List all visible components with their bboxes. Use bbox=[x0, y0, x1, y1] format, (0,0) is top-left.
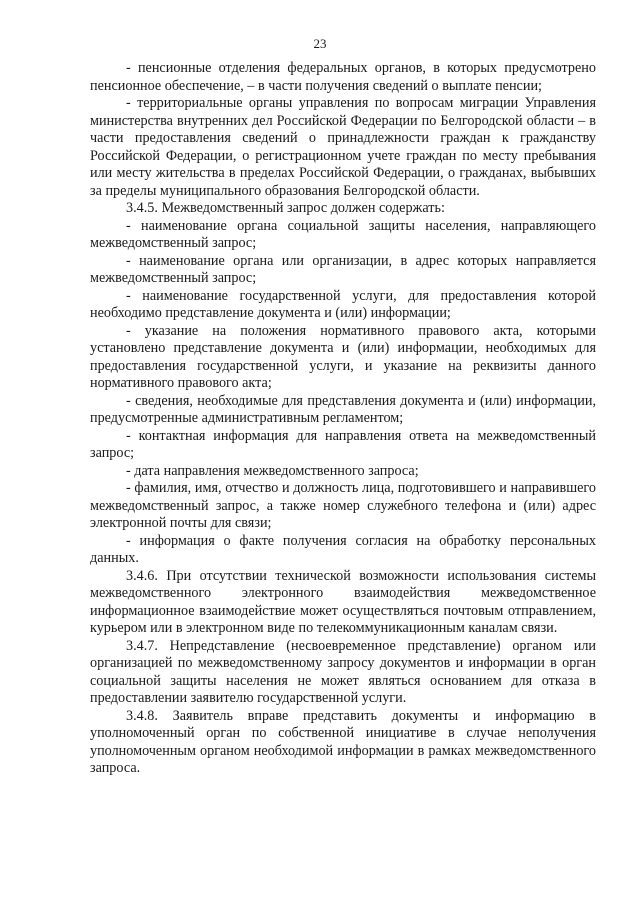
paragraph-3-4-5-heading: 3.4.5. Межведомственный запрос должен содержать: bbox=[126, 200, 445, 216]
list-item-requesting-body: - наименование органа социальной защиты населения, направляющего межведомственный запрос; bbox=[90, 217, 596, 251]
paragraph-3-4-7: 3.4.7. Непредставление (несвоевременное представление) органом или организацией по межведомственному запросу документов и информации в орган социальной защиты населения не может являться основанием для отказа в предоставлении заявителю государственной услуги. bbox=[90, 637, 596, 706]
list-item-consent: - информация о факте получения согласия на обработку персональных данных. bbox=[90, 532, 596, 566]
document-body bbox=[90, 60, 596, 778]
list-item-legal-act: - указание на положения нормативного правового акта, которыми установлено представление документа и (или) информации, необходимых для предоставления государственной услуги, и указание на реквизиты данного нормативного правового акта; bbox=[90, 322, 596, 391]
paragraph-3-4-6: 3.4.6. При отсутствии технической возможности использования системы межведомственного электронного взаимодействия межведомственное информационное взаимодействие может осуществляться почтовым отправлением, курьером или в электронном виде по телекоммуникационным каналам связи. bbox=[90, 567, 596, 636]
paragraph-pension-offices: - пенсионные отделения федеральных органов, в которых предусмотрено пенсионное обеспечение, – в части получения сведений о выплате пенсии; bbox=[90, 60, 596, 94]
list-item-addressee: - наименование органа или организации, в адрес которых направляется межведомственный запрос; bbox=[90, 252, 596, 286]
list-item-request-date: - дата направления межведомственного запроса; bbox=[126, 462, 419, 479]
list-item-contact-info: - контактная информация для направления ответа на межведомственный запрос; bbox=[90, 427, 596, 461]
list-item-service-name: - наименование государственной услуги, для предоставления которой необходимо представление документа и (или) информации; bbox=[90, 287, 596, 321]
list-item-required-info: - сведения, необходимые для представления документа и (или) информации, предусмотренные административным регламентом; bbox=[90, 392, 596, 426]
list-item-responsible-person: - фамилия, имя, отчество и должность лица, подготовившего и направившего межведомственный запрос, а также номер служебного телефона и (или) адрес электронной почты для связи; bbox=[90, 480, 596, 531]
page-number: 23 bbox=[313, 36, 327, 51]
paragraph-3-4-8: 3.4.8. Заявитель вправе представить документы и информацию в уполномоченный орган по собственной инициативе в случае неполучения уполномоченным органом необходимой информации в рамках межведомственного запроса. bbox=[90, 707, 596, 776]
paragraph-migration-bodies: - территориальные органы управления по вопросам миграции Управления министерства внутренних дел Российской Федерации по Белгородской области – в части предоставления сведений о принадлежности граждан к гражданству Российской Федерации, о регистрационном учете граждан по месту пребывания или месту жительства в пределах Российской Федерации, о гражданах, выбывших за пределы муниципального образования Белгородской области. bbox=[90, 95, 596, 199]
